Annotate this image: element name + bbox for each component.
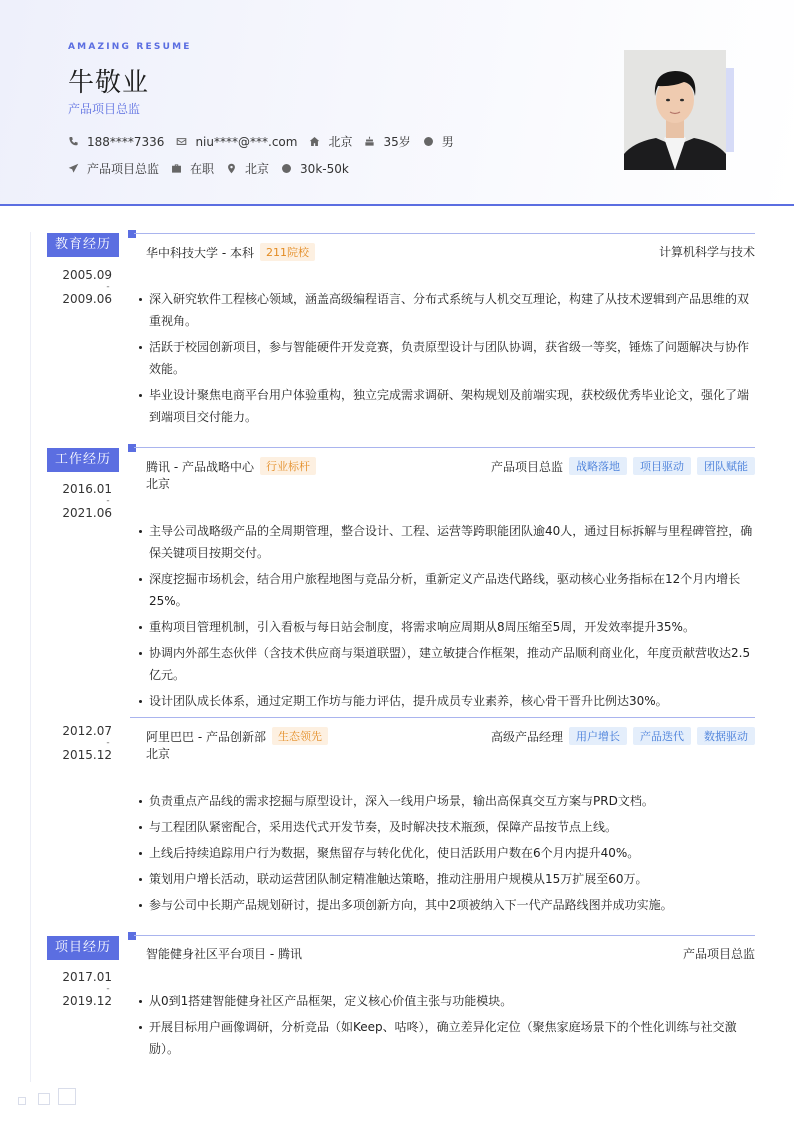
phone-info	[68, 135, 164, 149]
list-item: 上线后持续追踪用户行为数据，聚焦留存与转化优化，使日活跃用户数在6个月内提升40%。	[138, 842, 755, 864]
job-intent-row	[68, 160, 361, 177]
list-item: 设计团队成长体系，通过定期工作坊与能力评估，提升成员专业素养，核心骨干晋升比例达30%。	[138, 690, 755, 712]
project-bullet-list	[138, 990, 755, 1064]
decor-square	[18, 1097, 26, 1105]
age-text: 35岁	[383, 135, 411, 149]
cake-icon	[364, 136, 375, 147]
date-separator: -	[106, 496, 110, 506]
decor-square	[58, 1088, 76, 1105]
date-separator: -	[106, 738, 110, 748]
work1-skill-tag: 项目驱动	[633, 457, 691, 475]
section-marker	[128, 932, 136, 940]
work1-bullet-list	[138, 520, 755, 716]
project-start-date: 2017.01	[62, 970, 112, 984]
list-item: 主导公司战略级产品的全周期管理，整合设计、工程、运营等跨职能团队逾40人，通过目标拆解与里程碑管控，确保关键项目按期交付。	[138, 520, 755, 564]
mail-icon	[176, 136, 187, 147]
intent-position	[68, 160, 159, 177]
list-item: 协调内外部生态伙伴（含技术供应商与渠道联盟），建立敏捷合作框架，推动产品顺利商业化，年度贡献营收达2.5亿元。	[138, 642, 755, 686]
date-separator: -	[106, 282, 110, 292]
intent-salary	[281, 162, 349, 176]
contact-row	[68, 133, 466, 150]
home-text: 北京	[328, 135, 353, 149]
decor-square	[38, 1093, 50, 1105]
home-icon	[309, 136, 320, 147]
work2-start-date: 2012.07	[62, 724, 112, 738]
resume-header	[0, 0, 794, 206]
work1-skill-tag: 团队赋能	[697, 457, 755, 475]
work2-skill-tag: 用户增长	[569, 727, 627, 745]
work2-role: 高级产品经理	[490, 729, 563, 744]
age-info	[364, 133, 410, 150]
timeline-rule	[30, 232, 31, 1082]
edu-school: 华中科技大学 - 本科	[146, 245, 254, 260]
list-item: 从0到1搭建智能健身社区产品框架，定义核心价值主张与功能模块。	[138, 990, 755, 1012]
gender-icon	[423, 136, 434, 147]
gender-info	[423, 133, 454, 150]
email-info	[176, 135, 297, 149]
list-item: 参与公司中长期产品规划研讨，提出多项创新方向，其中2项被纳入下一代产品路线图并成功实施。	[138, 894, 755, 916]
profile-photo-frame	[624, 50, 726, 170]
work1-company: 腾讯 - 产品战略中心	[146, 459, 254, 474]
candidate-name: 牛敬业	[68, 68, 150, 98]
work1-role-line	[491, 457, 755, 475]
send-icon	[68, 163, 79, 174]
list-item: 开展目标用户画像调研，分析竞品（如Keep、咕咚），确立差异化定位（聚焦家庭场景下的个性化训练与社交激励）。	[138, 1016, 755, 1060]
list-item: 重构项目管理机制，引入看板与每日站会制度，将需求响应周期从8周压缩至5周，开发效率提升35%。	[138, 616, 755, 638]
date-separator: -	[106, 984, 110, 994]
project-name: 智能健身社区平台项目 - 腾讯	[146, 947, 302, 961]
work1-skill-tag: 战略落地	[569, 457, 627, 475]
section-marker	[128, 444, 136, 452]
section-education-label: 教育经历	[47, 233, 119, 257]
phone-text: 188****7336	[87, 134, 165, 149]
work2-skill-tag: 产品迭代	[633, 727, 691, 745]
intent-status	[171, 160, 214, 177]
edu-bullet-list	[138, 288, 755, 432]
work1-company-line	[146, 457, 316, 475]
edu-start-date: 2005.09	[62, 268, 112, 282]
list-item: 深入研究软件工程核心领域，涵盖高级编程语言、分布式系统与人机交互理论，构建了从技术逻辑到产品思维的双重视角。	[138, 288, 755, 332]
intent-city	[226, 160, 269, 177]
section-divider	[134, 447, 755, 448]
eyebrow-label: AMAZING RESUME	[68, 42, 192, 52]
edu-end-date: 2009.06	[62, 292, 112, 306]
work2-skill-tag: 数据驱动	[697, 727, 755, 745]
location-icon	[226, 163, 237, 174]
work1-role: 产品项目总监	[490, 459, 563, 474]
gender-text: 男	[441, 135, 454, 149]
list-item: 深度挖掘市场机会，结合用户旅程地图与竞品分析，重新定义产品迭代路线，驱动核心业务指标在12个月内增长25%。	[138, 568, 755, 612]
list-item: 策划用户增长活动，联动运营团队制定精准触达策略，推动注册用户规模从15万扩展至60万。	[138, 868, 755, 890]
section-divider	[134, 935, 755, 936]
project-end-date: 2019.12	[62, 994, 112, 1008]
work2-bullet-list	[138, 790, 755, 920]
work1-end-date: 2021.06	[62, 506, 112, 520]
email-text: niu****@***.com	[195, 134, 298, 149]
work2-company-tag: 生态领先	[272, 727, 328, 745]
work2-company-line	[146, 727, 328, 745]
work2-role-line	[491, 727, 755, 745]
phone-icon	[68, 136, 79, 147]
job-title: 产品项目总监	[68, 102, 141, 116]
work1-start-date: 2016.01	[62, 482, 112, 496]
list-item: 活跃于校园创新项目，参与智能硬件开发竞赛，负责原型设计与团队协调，获省级一等奖，锤炼了问题解决与协作效能。	[138, 336, 755, 380]
work2-end-date: 2015.12	[62, 748, 112, 762]
edu-tag: 211院校	[260, 243, 315, 261]
intent-position-text: 产品项目总监	[87, 162, 160, 176]
home-info	[309, 133, 352, 150]
list-item: 负责重点产品线的需求挖掘与原型设计，深入一线用户场景，输出高保真交互方案与PRD文档。	[138, 790, 755, 812]
work1-location: 北京	[146, 477, 171, 491]
work2-location: 北京	[146, 747, 171, 761]
section-work-label: 工作经历	[47, 448, 119, 472]
list-item: 与工程团队紧密配合，采用迭代式开发节奏，及时解决技术瓶颈，保障产品按节点上线。	[138, 816, 755, 838]
project-role: 产品项目总监	[682, 947, 755, 961]
edu-major: 计算机科学与技术	[658, 245, 755, 259]
briefcase-icon	[171, 163, 182, 174]
edu-school-line	[146, 243, 315, 261]
intent-city-text: 北京	[245, 162, 270, 176]
salary-icon	[281, 163, 292, 174]
work1-company-tag: 行业标杆	[260, 457, 316, 475]
intent-salary-text: 30k-50k	[300, 161, 349, 176]
intent-status-text: 在职	[190, 162, 215, 176]
work2-company: 阿里巴巴 - 产品创新部	[146, 729, 266, 744]
section-marker	[128, 230, 136, 238]
profile-photo	[624, 50, 726, 170]
entry-divider	[130, 717, 755, 718]
list-item: 毕业设计聚焦电商平台用户体验重构，独立完成需求调研、架构规划及前端实现，获校级优秀毕业论文，强化了端到端项目交付能力。	[138, 384, 755, 428]
section-divider	[134, 233, 755, 234]
section-project-label: 项目经历	[47, 936, 119, 960]
